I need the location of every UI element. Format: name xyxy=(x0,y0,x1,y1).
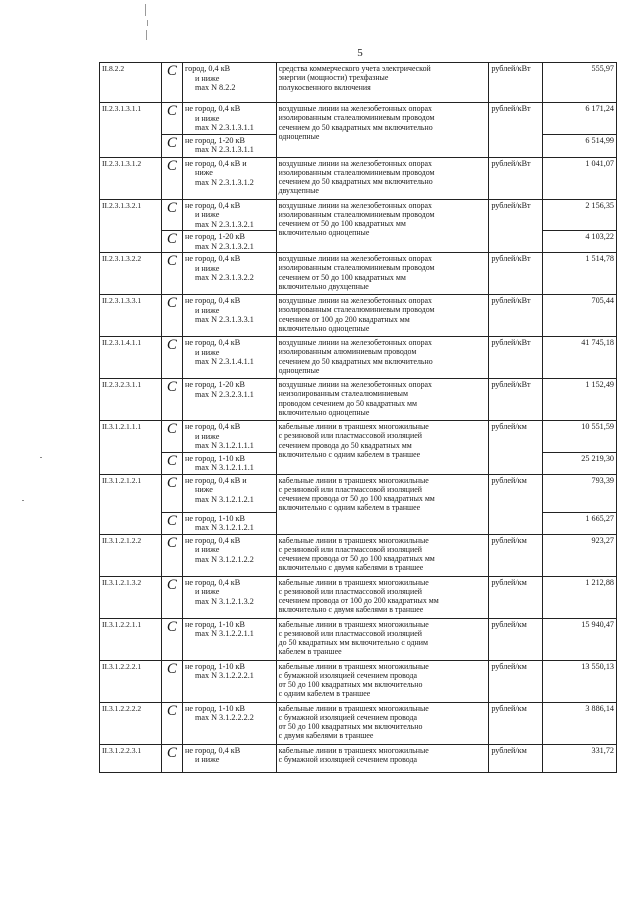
table-row xyxy=(100,576,617,618)
line-description xyxy=(276,474,489,534)
voltage-category xyxy=(182,744,276,772)
category-mark: С xyxy=(161,702,182,744)
category-mark: С xyxy=(161,295,182,337)
voltage-category-line: max N 3.1.2.2.2.2 xyxy=(194,713,254,722)
description-line: с двумя кабелями в траншее xyxy=(278,731,374,741)
category-mark: С xyxy=(161,534,182,576)
voltage-category xyxy=(182,63,276,103)
voltage-category-line: и ниже xyxy=(194,263,220,273)
description-line: с резиновой или пластмассовой изоляцией xyxy=(278,628,422,638)
line-description xyxy=(276,702,489,744)
voltage-category-line: не город, 0,4 кВ и xyxy=(184,158,247,168)
voltage-category-line: не город, 0,4 кВ xyxy=(184,577,241,587)
tariff-value: 4 103,22 xyxy=(542,231,617,253)
category-mark: С xyxy=(161,379,182,421)
line-description xyxy=(276,576,489,618)
tariff-value: 41 745,18 xyxy=(542,337,617,379)
table-row xyxy=(100,199,617,231)
description-line: с резиновой или пластмассовой изоляцией xyxy=(278,431,422,441)
unit-cell: рублей/км xyxy=(489,618,542,660)
description-line: сечением провода от 50 до 100 квадратных мм xyxy=(278,554,435,564)
table-row xyxy=(100,534,617,576)
description-line: с резиновой или пластмассовой изоляцией xyxy=(278,586,422,596)
voltage-category-line: ниже xyxy=(194,485,213,494)
tariff-value: 10 551,59 xyxy=(542,421,617,453)
voltage-category xyxy=(182,660,276,702)
tariff-table-body xyxy=(100,63,617,773)
description-line: изолированным сталеалюминиевым проводом xyxy=(278,209,435,219)
voltage-category-line: не город, 0,4 кВ xyxy=(184,422,241,431)
voltage-category-line: не город, 0,4 кВ xyxy=(184,745,241,755)
voltage-category-line: не город, 0,4 кВ и xyxy=(184,475,247,485)
row-code: II.2.3.1.3.3.1 xyxy=(100,295,162,337)
description-line: включительно с двумя кабелями в траншее xyxy=(278,563,424,573)
description-line: неизолированным сталеалюминиевым xyxy=(278,389,408,399)
unit-cell: рублей/км xyxy=(489,576,542,618)
voltage-category-line: не город, 0,4 кВ xyxy=(184,200,241,210)
description-line: сечением от 50 до 100 квадратных мм xyxy=(278,272,406,282)
voltage-category-line: max N 3.1.2.1.1.1 xyxy=(194,463,254,472)
tariff-value: 1 514,78 xyxy=(542,253,617,295)
voltage-category xyxy=(182,452,276,474)
description-line: кабельные линии в траншеях многожильные xyxy=(278,422,429,431)
voltage-category-line: и ниже xyxy=(194,113,220,123)
row-code: II.2.3.1.3.1.1 xyxy=(100,103,162,158)
voltage-category xyxy=(182,134,276,157)
voltage-category xyxy=(182,295,276,337)
tariff-value: 13 550,13 xyxy=(542,660,617,702)
voltage-category-line: и ниже xyxy=(194,305,220,315)
row-code: II.3.1.2.2.2.1 xyxy=(100,660,162,702)
voltage-category-line: max N 3.1.2.1.1.1 xyxy=(194,441,254,450)
row-code: II.3.1.2.2.2.2 xyxy=(100,702,162,744)
tariff-value: 1 041,07 xyxy=(542,157,617,199)
description-line: с резиновой или пластмассовой изоляцией xyxy=(278,484,422,494)
row-code: II.3.1.2.1.2.2 xyxy=(100,534,162,576)
description-line: кабельные линии в траншеях многожильные xyxy=(278,475,429,485)
scan-speck xyxy=(40,457,42,458)
description-line: воздушные линии на железобетонных опорах xyxy=(278,200,432,210)
table-row xyxy=(100,744,617,772)
tariff-value: 2 156,35 xyxy=(542,199,617,231)
line-description xyxy=(276,534,489,576)
row-code: II.2.3.2.3.1.1 xyxy=(100,379,162,421)
category-mark: С xyxy=(161,660,182,702)
line-description xyxy=(276,337,489,379)
description-line: включительно с одним кабелем в траншее xyxy=(278,503,421,513)
voltage-category-line: не город, 0,4 кВ xyxy=(184,104,241,113)
description-line: кабельные линии в траншеях многожильные xyxy=(278,619,429,629)
voltage-category-line: не город, 1-10 кВ xyxy=(184,513,245,523)
scan-speck xyxy=(22,500,24,501)
voltage-category-line: max N 3.1.2.1.2.1 xyxy=(194,494,254,504)
voltage-category xyxy=(182,379,276,421)
description-line: воздушные линии на железобетонных опорах xyxy=(278,254,432,263)
category-mark: С xyxy=(161,231,182,253)
voltage-category-line: max N 2.3.1.3.1.2 xyxy=(194,177,254,187)
voltage-category-line: и ниже xyxy=(194,210,220,219)
category-mark: С xyxy=(161,337,182,379)
category-mark: С xyxy=(161,421,182,453)
description-line: кабельные линии в траншеях многожильные xyxy=(278,577,429,587)
tariff-value: 331,72 xyxy=(542,744,617,772)
description-line: воздушные линии на железобетонных опорах xyxy=(278,338,432,347)
table-row xyxy=(100,295,617,337)
table-row xyxy=(100,702,617,744)
unit-cell: рублей/кВт xyxy=(489,199,542,253)
voltage-category-line: не город, 1-20 кВ xyxy=(184,232,245,241)
unit-cell: рублей/кВт xyxy=(489,337,542,379)
category-mark: С xyxy=(161,63,182,103)
unit-cell: рублей/км xyxy=(489,534,542,576)
tariff-table xyxy=(99,62,617,773)
description-line: кабелем в траншее xyxy=(278,647,342,657)
description-line: изолированным сталеалюминиевым проводом xyxy=(278,113,435,123)
description-line: сечением провода до 50 квадратных мм xyxy=(278,440,412,450)
row-code: II.3.1.2.2.3.1 xyxy=(100,744,162,772)
description-line: полукосвенного включения xyxy=(278,82,371,92)
description-line: включительно одноцепные xyxy=(278,323,370,333)
description-line: от 50 до 100 квадратных мм включительно xyxy=(278,680,423,690)
category-mark: С xyxy=(161,618,182,660)
category-mark: С xyxy=(161,103,182,135)
voltage-category xyxy=(182,576,276,618)
tariff-value: 705,44 xyxy=(542,295,617,337)
voltage-category xyxy=(182,157,276,199)
voltage-category-line: и ниже xyxy=(194,431,220,441)
unit-cell: рублей/кВт xyxy=(489,157,542,199)
table-row xyxy=(100,337,617,379)
voltage-category xyxy=(182,421,276,453)
description-line: изолированным алюминиевым проводом xyxy=(278,347,417,357)
line-description xyxy=(276,63,489,103)
description-line: от 50 до 100 квадратных мм включительно xyxy=(278,722,423,732)
category-mark: С xyxy=(161,199,182,231)
tariff-value: 6 171,24 xyxy=(542,103,617,135)
description-line: включительно двухцепные xyxy=(278,281,369,291)
voltage-category xyxy=(182,534,276,576)
description-line: изолированным сталеалюминиевым проводом xyxy=(278,305,435,315)
voltage-category-line: и ниже xyxy=(194,73,220,83)
voltage-category-line: не город, 1-10 кВ xyxy=(184,703,245,713)
description-line: включительно с одним кабелем в траншее xyxy=(278,449,421,459)
voltage-category-line: и ниже xyxy=(194,755,220,764)
description-line: изолированным сталеалюминиевым проводом xyxy=(278,263,435,273)
voltage-category-line: не город, 0,4 кВ xyxy=(184,338,241,347)
unit-cell: рублей/км xyxy=(489,474,542,534)
voltage-category-line: max N 2.3.1.3.3.1 xyxy=(194,315,254,324)
unit-cell: рублей/кВт xyxy=(489,63,542,103)
description-line: с бумажной изоляцией сечением провода xyxy=(278,712,418,722)
voltage-category-line: max N 3.1.2.2.1.1 xyxy=(194,629,254,638)
page-number: 5 xyxy=(357,47,363,59)
row-code: II.3.1.2.2.1.1 xyxy=(100,618,162,660)
description-line: сечением от 100 до 200 квадратных мм xyxy=(278,314,410,324)
description-line: с резиновой или пластмассовой изоляцией xyxy=(278,544,422,554)
description-line: средства коммерческого учета электрической xyxy=(278,64,431,73)
table-row xyxy=(100,618,617,660)
voltage-category-line: max N 3.1.2.1.2.1 xyxy=(194,523,254,532)
description-line: воздушные линии на железобетонных опорах xyxy=(278,158,432,168)
description-line: кабельные линии в траншеях многожильные xyxy=(278,703,429,713)
tariff-value: 1 665,27 xyxy=(542,512,617,534)
unit-cell: рублей/кВт xyxy=(489,253,542,295)
description-line: кабельные линии в траншеях многожильные xyxy=(278,535,429,545)
description-line: сечением до 50 квадратных мм включительно xyxy=(278,177,433,187)
table-row xyxy=(100,253,617,295)
category-mark: С xyxy=(161,474,182,512)
table-row xyxy=(100,103,617,135)
unit-cell: рублей/км xyxy=(489,702,542,744)
tariff-value: 6 514,99 xyxy=(542,134,617,157)
category-mark: С xyxy=(161,512,182,534)
description-line: кабельные линии в траншеях многожильные xyxy=(278,745,429,755)
line-description xyxy=(276,103,489,158)
voltage-category-line: max N 2.3.1.3.2.1 xyxy=(194,219,254,229)
description-line: включительно одноцепные xyxy=(278,407,370,417)
category-mark: С xyxy=(161,134,182,157)
description-line: кабельные линии в траншеях многожильные xyxy=(278,661,429,671)
description-line: сечением до 50 квадратных мм включительно xyxy=(278,122,433,132)
voltage-category-line: не город, 0,4 кВ xyxy=(184,254,241,263)
description-line: сечением до 50 квадратных мм включительно xyxy=(278,356,433,366)
table-row xyxy=(100,379,617,421)
voltage-category xyxy=(182,231,276,253)
tariff-value: 3 886,14 xyxy=(542,702,617,744)
description-line: воздушные линии на железобетонных опорах xyxy=(278,296,432,305)
table-row xyxy=(100,660,617,702)
description-line: энергии (мощности) трехфазные xyxy=(278,73,389,83)
voltage-category-line: max N 2.3.1.3.2.2 xyxy=(194,273,254,282)
voltage-category xyxy=(182,253,276,295)
voltage-category-line: не город, 1-20 кВ xyxy=(184,135,245,145)
category-mark: С xyxy=(161,452,182,474)
category-mark: С xyxy=(161,157,182,199)
voltage-category-line: max N 3.1.2.2.2.1 xyxy=(194,671,254,680)
description-line: двухцепные xyxy=(278,186,319,196)
voltage-category-line: не город, 0,4 кВ xyxy=(184,535,241,545)
scan-marks xyxy=(145,4,157,44)
unit-cell: рублей/кВт xyxy=(489,103,542,158)
voltage-category xyxy=(182,702,276,744)
description-line: воздушные линии на железобетонных опорах xyxy=(278,104,432,113)
line-description xyxy=(276,421,489,475)
voltage-category-line: max N 8.2.2 xyxy=(194,83,236,92)
unit-cell: рублей/км xyxy=(489,421,542,475)
table-row xyxy=(100,63,617,103)
voltage-category xyxy=(182,618,276,660)
voltage-category-line: max N 3.1.2.1.3.2 xyxy=(194,596,254,606)
voltage-category-line: не город, 1-10 кВ xyxy=(184,453,245,463)
description-line: включительно одноцепные xyxy=(278,228,370,238)
tariff-value: 1 212,88 xyxy=(542,576,617,618)
description-line: сечением провода от 100 до 200 квадратных мм xyxy=(278,596,439,606)
row-code: II.3.1.2.1.2.1 xyxy=(100,474,162,534)
description-line: одноцепные xyxy=(278,365,320,375)
table-row xyxy=(100,157,617,199)
line-description xyxy=(276,295,489,337)
description-line: до 50 квадратных мм включительно с одним xyxy=(278,638,428,648)
voltage-category-line: и ниже xyxy=(194,545,220,554)
row-code: II.8.2.2 xyxy=(100,63,162,103)
description-line: проводом сечением до 50 квадратных мм xyxy=(278,398,418,408)
category-mark: С xyxy=(161,744,182,772)
voltage-category-line: и ниже xyxy=(194,347,220,357)
unit-cell: рублей/кВт xyxy=(489,379,542,421)
voltage-category-line: не город, 0,4 кВ xyxy=(184,296,241,305)
voltage-category xyxy=(182,474,276,512)
row-code: II.2.3.1.3.1.2 xyxy=(100,157,162,199)
voltage-category-line: max N 2.3.1.3.2.1 xyxy=(194,241,254,251)
voltage-category-line: max N 2.3.2.3.1.1 xyxy=(194,389,254,399)
description-line: изолированным сталеалюминиевым проводом xyxy=(278,167,435,177)
line-description xyxy=(276,660,489,702)
unit-cell: рублей/км xyxy=(489,744,542,772)
tariff-value: 15 940,47 xyxy=(542,618,617,660)
voltage-category-line: не город, 1-10 кВ xyxy=(184,619,245,629)
description-line: сечением провода от 50 до 100 квадратных мм xyxy=(278,494,435,504)
table-row xyxy=(100,421,617,453)
category-mark: С xyxy=(161,576,182,618)
line-description xyxy=(276,199,489,253)
description-line: включительно с двумя кабелями в траншее xyxy=(278,605,424,615)
tariff-value: 923,27 xyxy=(542,534,617,576)
voltage-category-line: max N 2.3.1.3.1.1 xyxy=(194,145,254,154)
description-line: с бумажной изоляцией сечением провода xyxy=(278,670,418,680)
voltage-category-line: max N 2.3.1.3.1.1 xyxy=(194,123,254,132)
row-code: II.2.3.1.3.2.1 xyxy=(100,199,162,253)
line-description xyxy=(276,157,489,199)
voltage-category-line: и ниже xyxy=(194,587,220,596)
voltage-category-line: ниже xyxy=(194,168,213,177)
category-mark: С xyxy=(161,253,182,295)
voltage-category-line: город, 0,4 кВ xyxy=(184,64,231,73)
tariff-value: 1 152,49 xyxy=(542,379,617,421)
line-description xyxy=(276,618,489,660)
voltage-category xyxy=(182,512,276,534)
tariff-value: 555,97 xyxy=(542,63,617,103)
voltage-category-line: не город, 1-20 кВ xyxy=(184,380,245,389)
voltage-category xyxy=(182,337,276,379)
table-row xyxy=(100,474,617,512)
description-line: одноцепные xyxy=(278,131,320,141)
voltage-category-line: max N 2.3.1.4.1.1 xyxy=(194,357,254,366)
line-description xyxy=(276,379,489,421)
tariff-value: 25 219,30 xyxy=(542,452,617,474)
voltage-category xyxy=(182,103,276,135)
tariff-value: 793,39 xyxy=(542,474,617,512)
voltage-category-line: не город, 1-10 кВ xyxy=(184,661,245,671)
description-line: воздушные линии на железобетонных опорах xyxy=(278,380,432,389)
description-line: с одним кабелем в траншее xyxy=(278,689,371,699)
row-code: II.2.3.1.4.1.1 xyxy=(100,337,162,379)
line-description xyxy=(276,253,489,295)
voltage-category xyxy=(182,199,276,231)
unit-cell: рублей/кВт xyxy=(489,295,542,337)
description-line: с бумажной изоляцией сечением провода xyxy=(278,754,418,764)
line-description xyxy=(276,744,489,772)
row-code: II.3.1.2.1.3.2 xyxy=(100,576,162,618)
row-code: II.3.1.2.1.1.1 xyxy=(100,421,162,475)
voltage-category-line: max N 3.1.2.1.2.2 xyxy=(194,554,254,564)
row-code: II.2.3.1.3.2.2 xyxy=(100,253,162,295)
unit-cell: рублей/км xyxy=(489,660,542,702)
description-line: сечением от 50 до 100 квадратных мм xyxy=(278,219,406,229)
